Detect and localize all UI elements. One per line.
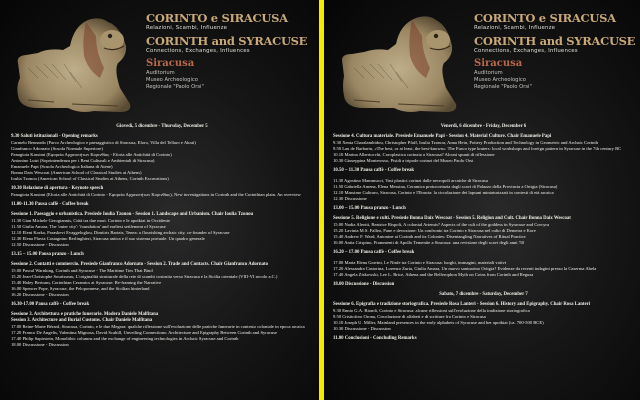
- lion-sculpture-image: [336, 8, 464, 120]
- venue-line: Auditorium: [146, 70, 175, 76]
- program-entry: Ioulia Tzonou (American School of Classical Studies at Athens, Corinth Excavations): [11, 176, 169, 181]
- program-entry: 11.50 Giulia Amara, The 'outer city': 'foundation' and earliest settlement of Syracuse: [11, 224, 166, 229]
- session-block: [333, 260, 634, 278]
- program-entry: 10.30 Giuseppina Monterosso, Pisidi a tripode corinzi del Museo Paolo Orsi: [333, 158, 474, 163]
- program-entry: 12.30 Elena Flavia Castagnino Berlinghieri, Siracusa antica e il suo sistema portuale. Un quadro generale: [11, 236, 205, 241]
- session-heading: Sessione 4. Cultura materiale. Presiede Emanuele Papi - Session 4. Material Culture. Chair Emanuele Papi: [333, 134, 552, 139]
- session-heading: 10.30 Relazione di apertura - Keynote speech: [11, 186, 104, 191]
- program-entry: 9.30 Xenia Charalambidou, Christopher Pfaff, Ioulia Tzonou, Anna Hein, Pottery Production and Technology in Geometric and Archaic Corinth: [333, 140, 599, 145]
- city-name: Siracusa: [146, 58, 195, 69]
- program-entry: Panagiota Kassimi (Eforia alle Antichità di Corinto - Εφορεία Αρχαιοτήτων Κορινθίας), New investigations in Corinth and the Corinthian plain. An overview: [11, 192, 301, 197]
- poster-panel-friday-saturday: [324, 0, 640, 400]
- session-heading: Sessione 5. Religione e culti. Presiede Bonna Daix Wescoat - Session 5. Religion and Cult. Chair Bonna Daix Wescoat: [333, 216, 571, 221]
- program-entry: 15.40 Haley Bertram, Corinthian Ceramics at Syracuse: Re-framing the Narrative: [11, 280, 162, 285]
- venue-line: Regionale "Paolo Orsi": [146, 84, 204, 91]
- session-block: [11, 134, 313, 182]
- session-block: [11, 312, 313, 348]
- program-entry: 11.30 Agostino Mammucci, Vasi plastici corinzi dalle necropoli arcaiche di Siracusa: [333, 178, 488, 183]
- session-heading-english: Session 3. Architecture and Burial Customs. Chair Daniele Malfitana: [11, 318, 153, 323]
- break-item: 13.15 – 15.00 Pausa pranzo - Lunch: [11, 252, 84, 257]
- break-item: 16.20 – 17.00 Pausa caffè - Coffee break: [333, 250, 415, 255]
- program-entry: 10.30 Discussione - Discussion: [333, 326, 391, 331]
- program-entry: 10.10 Marina Albertocchi, Coroplastica corinzia a Siracusa? Alcuni spunti di riflessione: [333, 152, 495, 157]
- venue-line: Auditorium: [474, 70, 503, 76]
- program-entry: 12.50 Discussione - Discussion: [11, 242, 69, 247]
- break-item: 16.30-17.00 Pausa caffè - Coffee break: [11, 302, 90, 307]
- poster-panel-thursday: [0, 0, 319, 400]
- subtitle-english: Connections, Exchanges, Influences: [146, 48, 250, 54]
- program-entry: 9.50 Crisitoforo Orona, Circolazione di alfabeti e di scritture fra Corinto e Siracusa: [333, 314, 486, 319]
- session-heading: Sessione 3. Architettura e pratiche funerarie. Modera Daniele Malfitana: [11, 312, 159, 317]
- program-entry: 12.30 Discussione: [333, 196, 367, 201]
- program-entry: 15.00 Nadia Aleotti, Beatrice Rispoli, A colonial Artemis? Aspects of the cult of the goddess in Syracuse and Corcyra: [333, 222, 549, 227]
- program-thursday: [11, 124, 313, 352]
- break-item: 13.00 – 15.00 Pausa pranzo - Lunch: [333, 206, 406, 211]
- day-heading: Giovedì, 5 dicembre - Thursday, December 5: [116, 124, 208, 129]
- program-entry: 17.20 Alessandra Castorina, Lorenzo Zuria, Giulia Amara, Un nuovo santuarino Ortigia? Evidenze da recenti indagini presso la Caserma Abela: [333, 266, 597, 271]
- session-heading: Sessione 2. Contatti e commercio. Presiede Gianfranco Adornato - Session 2. Trade and Contacts. Chair Gianfranco Adornato: [11, 262, 268, 267]
- program-entry: 17.20 Franco De Angelis, Valentina Mignosa, David Scahill, Unveiling Connections: Architecture and Epigraphy Between Corinth and Syracuse: [11, 330, 278, 335]
- break-item: 11.00-11.30 Pausa caffè - Coffee break: [11, 202, 89, 207]
- venue-line: Museo Archeologico: [474, 77, 526, 84]
- title-english: CORINTH and SYRACUSE: [474, 34, 636, 48]
- program-entry: Antonino Lutri (Soprintendenza per i Beni Culturali e Ambientali di Siracusa): [11, 158, 155, 163]
- program-entry: 15.20 Lavinia M.S. Fallea, Pane e devozione: Un confronto tra Corinto e Siracusa nel culto di Demetra e Kore: [333, 228, 536, 233]
- lion-sculpture-image: [8, 8, 136, 120]
- program-entry: 10.10 Joseph U. Miller, Mainland presences in the early alphabets of Syracuse and her apoikiai (ca. 700-500 BCE): [333, 320, 544, 325]
- session-block: [11, 186, 313, 198]
- session-block: [333, 302, 634, 332]
- session-block: [333, 216, 634, 246]
- session-block: [11, 212, 313, 248]
- break-item: 18.00 Discussione - Discussion: [333, 282, 395, 287]
- title-italian: CORINTO e SIRACUSA: [146, 11, 288, 25]
- program-entry: 17.40 Angela Ziskowski, Lee L. Brice, Athena and the Bellerophon Myth on Coins from Corinth and Regusa: [333, 272, 534, 277]
- poster-titles: [474, 12, 635, 92]
- city-name: Siracusa: [474, 58, 523, 69]
- program-entry: 9.30 Ennio G.A. Biondi, Corinto e Siracusa: alcune riflessioni sull'evoluzione della tradizione storiografica: [333, 308, 530, 313]
- program-entry: 16.20 Discussione - Discussion: [11, 292, 69, 297]
- poster-titles: [146, 12, 307, 92]
- program-entry: 12.10 Massimo Cultraro, Siracusa, Corinto e l'Etruria: la circolazione dei lapsani miniaturizzati in contesti di età arcaica: [333, 190, 554, 195]
- session-heading: 9.30 Saluti istituzionali - Opening remarks: [11, 134, 98, 139]
- program-entry: 15.40 Andrew F. Ward, Antonine at Corinth and its Colonies: Disentangling Narratives of Ritual Practice: [333, 234, 526, 239]
- program-friday-saturday: [333, 124, 634, 346]
- venue-line: Regionale "Paolo Orsi": [474, 84, 532, 91]
- program-entry: Panagiota Kassimi (Εφορεία Αρχαιοτήτων Κορινθίας - Eforia alle Antichità di Corinto): [11, 152, 172, 157]
- break-item: 11.00 Conclusioni - Concluding Remarks: [333, 336, 417, 341]
- program-entry: 15.20 Jean-Christophe Sourisseau, L'originalità strutturale della rete di scambi costruita verso Siracusa e la Sicilia orientale (VIII-VI secolo a.C.): [11, 274, 278, 279]
- session-block: [333, 178, 634, 202]
- subtitle-italian: Relazioni, Scambi, Influenze: [474, 25, 556, 31]
- day-heading: Venerdì, 6 dicembre - Friday, December 6: [440, 124, 527, 129]
- title-italian: CORINTO e SIRACUSA: [474, 11, 616, 25]
- subtitle-italian: Relazioni, Scambi, Influenze: [146, 25, 228, 31]
- session-heading: Sessione 6. Epigrafia e tradizione storiografica. Presiede Rosa Lanteri - Session 6. History and Epigraphy. Chair Rosa Lanteri: [333, 302, 591, 307]
- program-entry: 11.50 Gabriella Amena, Elena Messina, Ceramica protocorinzia dagli scavi di Palazzo della Provincia a Ortigia (Siracusa): [333, 184, 558, 189]
- title-english: CORINTH and SYRACUSE: [146, 34, 308, 48]
- program-entry: 16.00 Anita Crispino, Frammenti di Apollo Temenite a Siracusa: una revisione degli scavi degli anni '50: [333, 240, 525, 245]
- program-entry: 17.00 Maria Elena Gorrini, Le Ninfe tra Corinto e Siracusa: luoghi, immagini, materiali votivi: [333, 260, 507, 265]
- day-heading: Sabato, 7 dicembre - Saturday, December 7: [439, 292, 528, 297]
- program-entry: 16.00 Spencer Pope, Syracuse, the Peloponnese, and the Sicilian hinterland: [11, 286, 150, 291]
- program-entry: 11.30 Gian Michele Gerogiannis, Città tra due mari. Corinto e le apoikiai in Occidente: [11, 218, 171, 223]
- program-entry: 15.00 Pascal Warnking, Corinth and Syracuse - The Maritime Ties That Bind: [11, 268, 153, 273]
- session-heading: Sessione 1. Paesaggio e urbanistica. Presiede Ioulia Tzonou - Session 1. Landscape and Urbanism. Chair Ioulia Tzonou: [11, 212, 254, 217]
- program-entry: Gianfranco Adornato (Scuola Normale Superiore): [11, 146, 103, 151]
- break-item: 10.50 – 11.30 Pausa caffè - Coffee break: [333, 168, 415, 173]
- session-block: [11, 262, 313, 298]
- program-entry: 17.00 Reine-Marie Bérard, Siracusa, Corinto, e le due Megara: qualche riflessione sull'evoluzione delle pratiche funerarie in contesto coloniale in epoca arcaica: [11, 324, 305, 329]
- program-entry: Bonna Daix Wescoat (American School of Classical Studies at Athens): [11, 170, 142, 175]
- program-entry: 17.40 Philip Sapirstein, Monolithic columns and the exchange of engineering technologies in Archaic Syracuse and Corinth: [11, 336, 239, 341]
- session-block: [333, 134, 634, 164]
- program-entry: 12.10 Eleni Korka, Paraskevi Evaggeloglou, Dimitris Bartzis, Tenea: a flourishing archaic city, co-founder of Syracuse: [11, 230, 230, 235]
- program-entry: Emanuele Papi (Scuola Archeologica Italiana di Atene): [11, 164, 113, 169]
- program-entry: Carmelo Bennardo (Parco Archeologico e paesaggistico di Siracusa, Eloro, Villa del Tellaro e Akrai): [11, 140, 196, 145]
- program-entry: 18.00 Discussione - Discussion: [11, 342, 69, 347]
- program-entry: 9.50 Lau de Barbarin, «The best, or at least, the best-known»: The Fusco type kraters: local workshops and foreign pattern in Syracuse in the 7th century BC: [333, 146, 622, 151]
- subtitle-english: Connections, Exchanges, Influences: [474, 48, 578, 54]
- venue-line: Museo Archeologico: [146, 77, 198, 84]
